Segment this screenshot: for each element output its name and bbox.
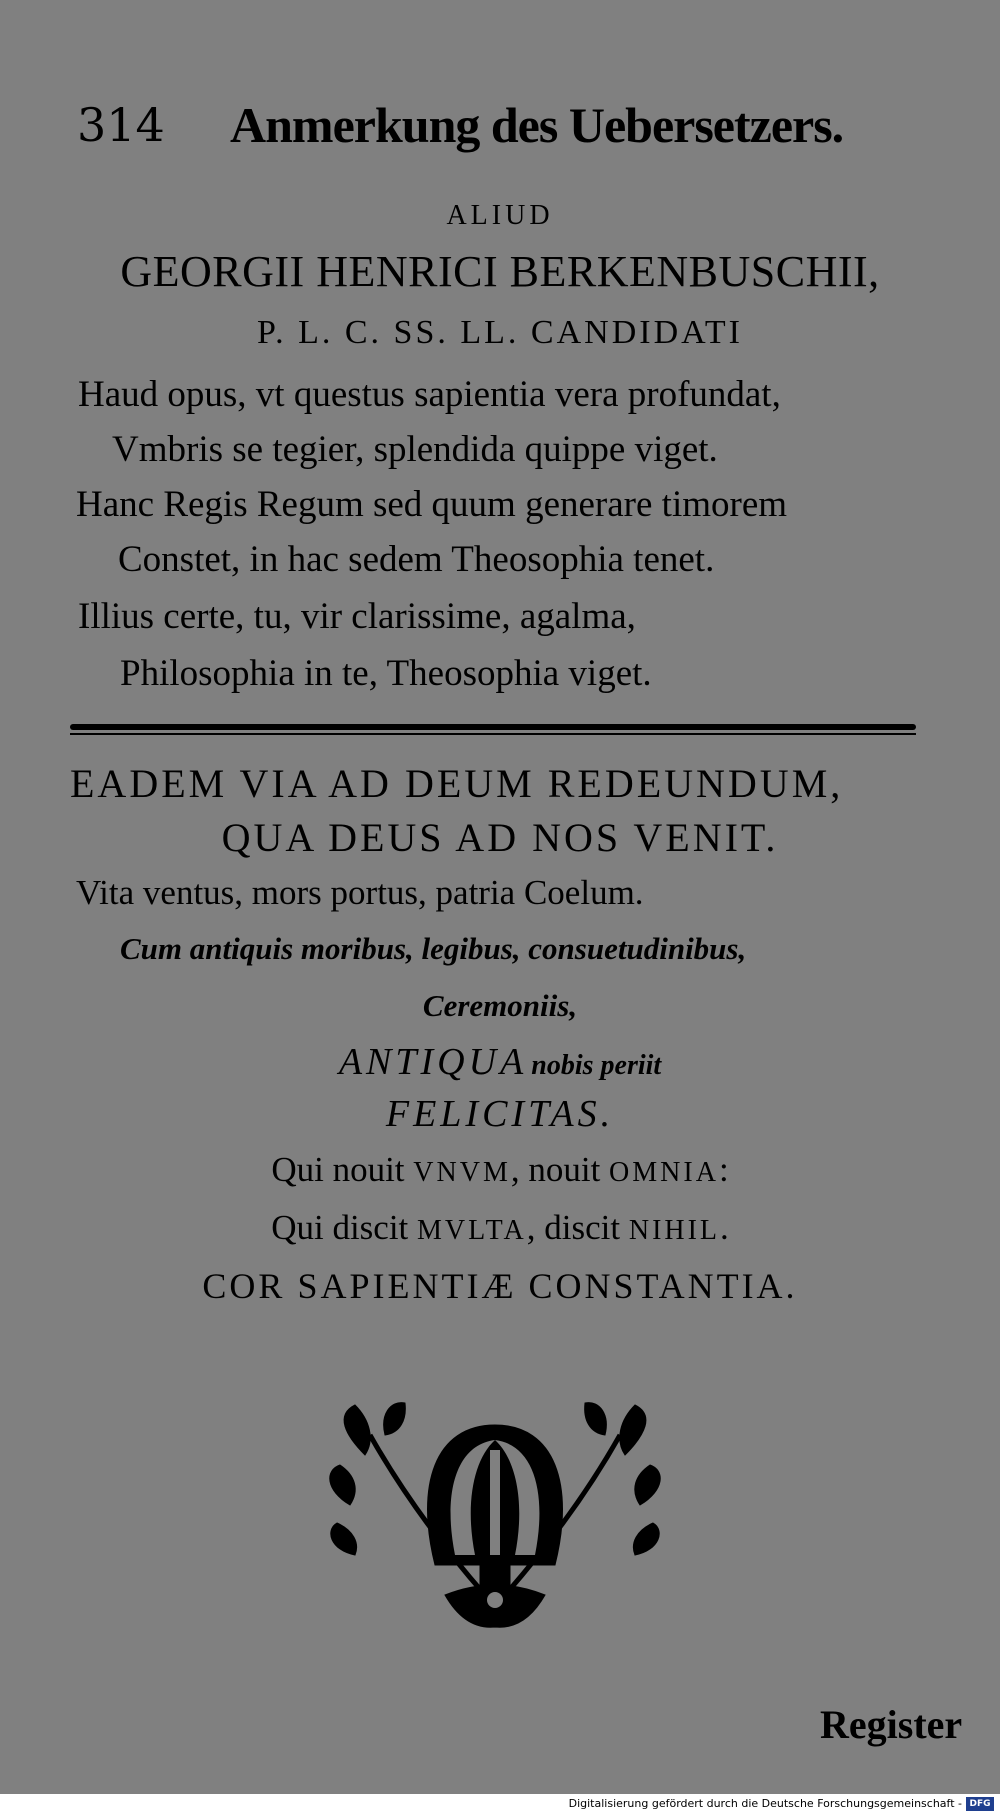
section-divider-thin: [70, 733, 916, 735]
verse-line-1: Haud opus, vt questus sapientia vera profundat,: [78, 374, 781, 415]
decorative-ornament-icon: [325, 1395, 665, 1635]
nobis-periit: nobis periit: [531, 1050, 662, 1081]
qui2-part-a: Qui discit: [271, 1208, 409, 1247]
running-head: Anmerkung des Uebersetzers.: [230, 97, 844, 153]
footer-credit: Digitalisierung gefördert durch die Deutsche Forschungsgemeinschaft -: [568, 1797, 962, 1810]
catchword: Register: [820, 1702, 963, 1747]
qui1-part-e: :: [718, 1150, 729, 1189]
motto-ceremoniis: Ceremoniis,: [422, 988, 578, 1023]
qui2-part-e: .: [720, 1208, 729, 1247]
qui2-part-c: , discit: [526, 1208, 621, 1247]
motto-line-1: EADEM VIA AD DEUM REDEUNDUM,: [70, 761, 844, 806]
motto-cum: Cum antiquis moribus, legibus, consuetudinibus,: [120, 931, 747, 966]
dfg-logo-icon: DFG: [966, 1797, 994, 1811]
verse-line-2: Vmbris se tegier, splendida quippe viget.: [112, 429, 718, 470]
verse-line-3: Hanc Regis Regum sed quum generare timorem: [76, 484, 788, 525]
qui1-part-c: , nouit: [510, 1150, 601, 1189]
page-number: 314: [77, 98, 165, 152]
verse-line-6: Philosophia in te, Theosophia viget.: [120, 653, 652, 694]
qui1-part-d: OMNIA: [609, 1157, 719, 1188]
poem-author: GEORGII HENRICI BERKENBUSCHII,: [120, 247, 880, 296]
qui1-part-b: VNVM: [413, 1157, 511, 1188]
motto-line-2: QUA DEUS AD NOS VENIT.: [221, 815, 779, 860]
verse-line-4: Constet, in hac sedem Theosophia tenet.: [118, 539, 715, 580]
motto-cor: COR SAPIENTIÆ CONSTANTIA.: [202, 1266, 798, 1306]
qui1-part-a: Qui nouit: [271, 1150, 405, 1189]
motto-felicitas: FELICITAS.: [385, 1093, 615, 1135]
motto-qui-discit: [0, 1210, 1000, 1245]
qui2-part-b: MVLTA: [417, 1215, 527, 1246]
motto-antiqua: [0, 1043, 1000, 1081]
poem-aliud: ALIUD: [446, 200, 554, 231]
motto-vita: Vita ventus, mors portus, patria Coelum.: [76, 873, 644, 912]
section-divider: [70, 724, 916, 730]
motto-qui-nouit: [0, 1152, 1000, 1187]
verse-line-5: Illius certe, tu, vir clarissime, agalma,: [78, 596, 636, 637]
qui2-part-d: NIHIL: [628, 1215, 721, 1246]
poem-degree: P. L. C. SS. LL. CANDIDATI: [256, 314, 744, 351]
antiqua-word: ANTIQUA: [338, 1041, 528, 1083]
